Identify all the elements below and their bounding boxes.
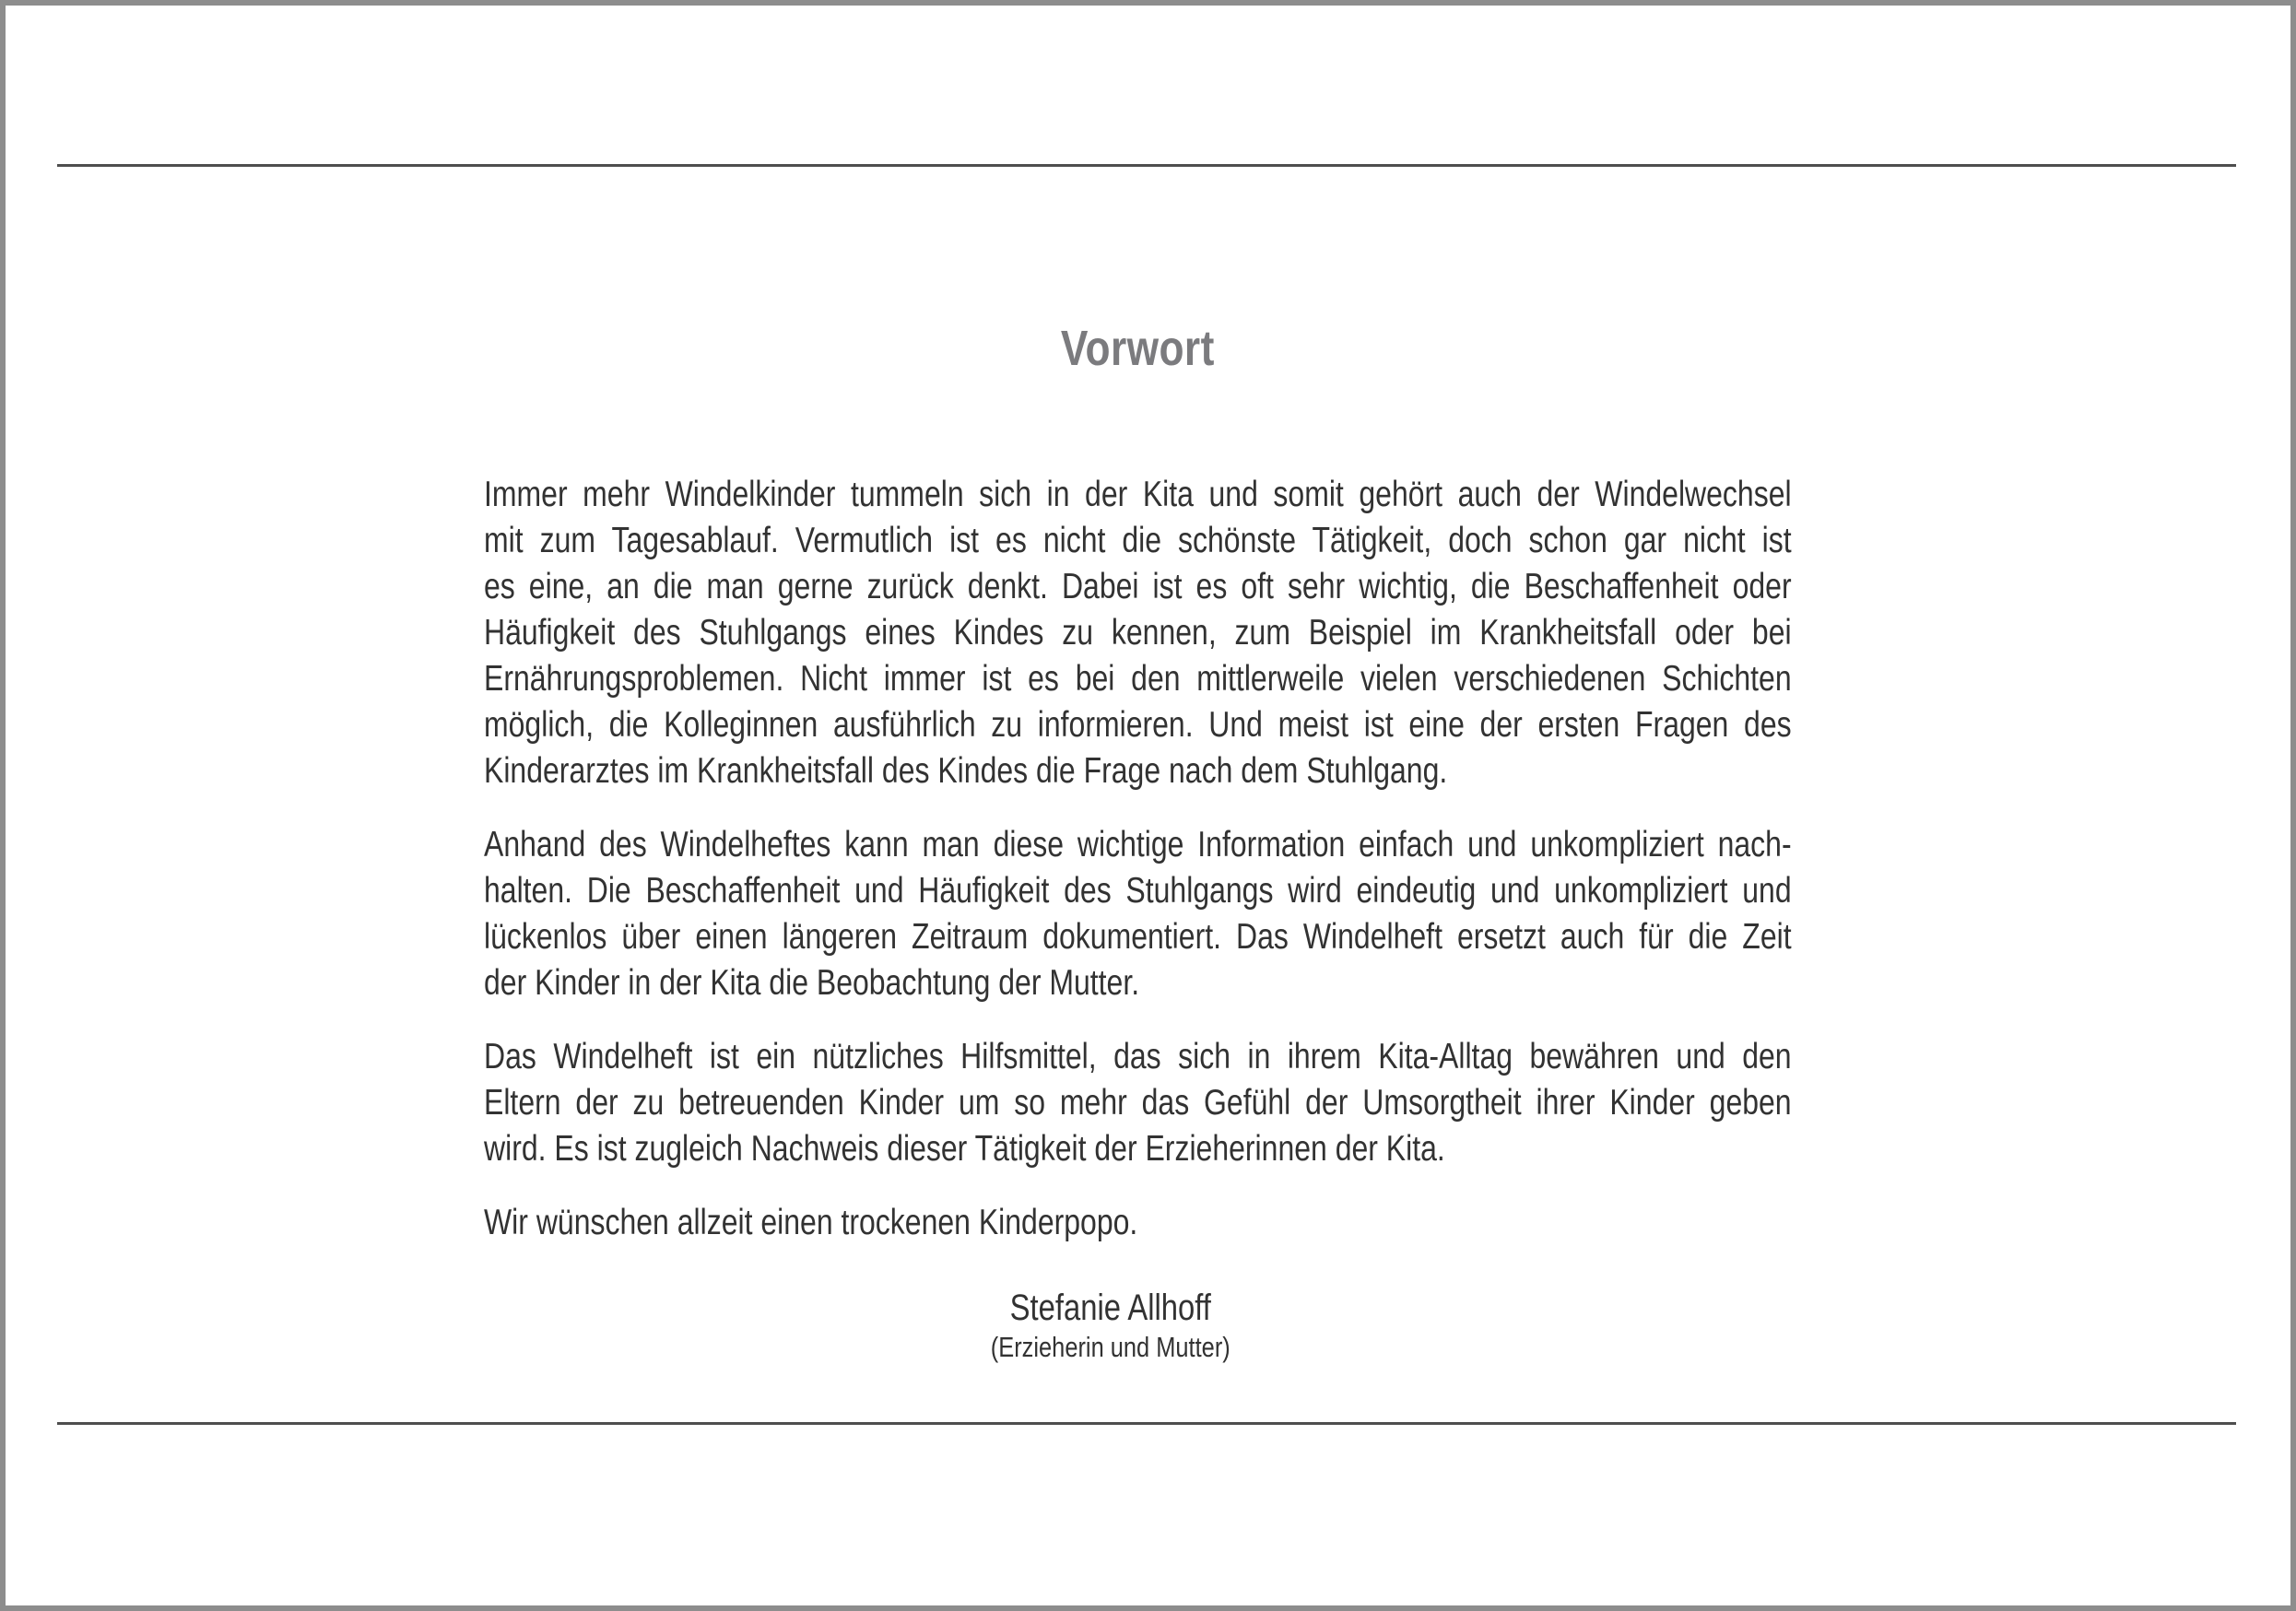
paragraph-line: lückenlos über einen längeren Zeitraum dokumentiert. Das Windelheft ersetzt auch für die Zeit bbox=[484, 917, 1792, 957]
paragraph-line: Häufigkeit des Stuhlgangs eines Kindes zu kennen, zum Beispiel im Krankheitsfall oder bei bbox=[484, 613, 1792, 653]
bottom-rule bbox=[57, 1422, 2236, 1425]
paragraph bbox=[484, 1200, 1792, 1246]
paragraph-line: es eine, an die man gerne zurück denkt. Dabei ist es oft sehr wichtig, die Beschaffenheit oder bbox=[484, 567, 1792, 606]
paragraph bbox=[484, 472, 1792, 794]
paragraph bbox=[484, 1034, 1792, 1172]
paragraph-line: wird. Es ist zugleich Nachweis dieser Tätigkeit der Erzieherinnen der Kita. bbox=[484, 1129, 1445, 1169]
signature-name: Stefanie Allhoff bbox=[1009, 1288, 1211, 1328]
paragraph-line: Das Windelheft ist ein nützliches Hilfsmittel, das sich in ihrem Kita-Alltag bewähren und den bbox=[484, 1037, 1792, 1076]
paragraph-line: Immer mehr Windelkinder tummeln sich in der Kita und somit gehört auch der Windelwechsel bbox=[484, 475, 1792, 514]
paragraph-line: Kinderarztes im Krankheitsfall des Kindes die Frage nach dem Stuhlgang. bbox=[484, 751, 1448, 791]
page-title: Vorwort bbox=[1060, 321, 1215, 376]
paragraph-line: Anhand des Windelheftes kann man diese wichtige Information einfach und unkompliziert nach- bbox=[484, 825, 1792, 864]
paragraph-line: Ernährungsproblemen. Nicht immer ist es bei den mittlerweile vielen verschiedenen Schichten bbox=[484, 659, 1792, 699]
signature-block bbox=[456, 1287, 1764, 1366]
paragraph bbox=[484, 822, 1792, 1006]
signature-role: (Erzieherin und Mutter) bbox=[990, 1331, 1230, 1363]
content-column bbox=[484, 6, 1792, 1605]
paragraph-line: mit zum Tagesablauf. Vermutlich ist es nicht die schönste Tätigkeit, doch schon gar nicht ist bbox=[484, 521, 1792, 560]
paragraph-line: möglich, die Kolleginnen ausführlich zu informieren. Und meist ist eine der ersten Fragen des bbox=[484, 705, 1792, 745]
paragraph-line: der Kinder in der Kita die Beobachtung der Mutter. bbox=[484, 963, 1140, 1003]
body-text bbox=[484, 472, 1792, 1274]
paragraph-line: Eltern der zu betreuenden Kinder um so mehr das Gefühl der Umsorgtheit ihrer Kinder geben bbox=[484, 1083, 1792, 1123]
paragraph-line: halten. Die Beschaffenheit und Häufigkeit des Stuhlgangs wird eindeutig und unkompliziert und bbox=[484, 871, 1792, 911]
paragraph-line: Wir wünschen allzeit einen trockenen Kinderpopo. bbox=[484, 1203, 1138, 1242]
